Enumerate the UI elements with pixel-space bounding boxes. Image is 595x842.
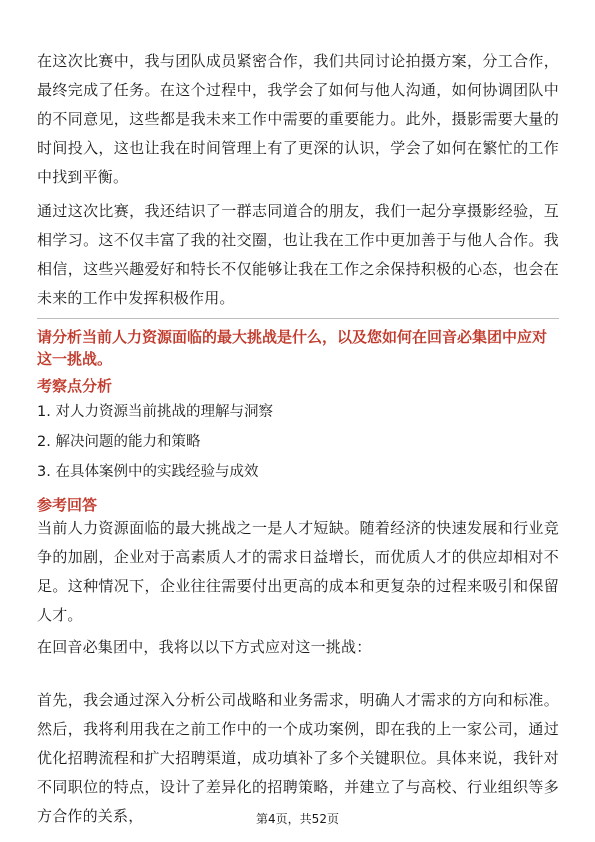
answer-paragraph: 在回音必集团中，我将以以下方式应对这一挑战： (37, 638, 372, 656)
answer-paragraph: 首先，我会通过深入分析公司战略和业务需求，明确人才需求的方向和标准。然后，我将利用我在之前工作中的一个成功案例，即在我的上一家公司，通过优化招聘流程和扩大招聘渠道，成功填补了多个关键职位。具体来说，我针对不同职位的特点，设计了差异化的招聘策略，并建立了与高校、行业组织等多方合作的关系， (37, 691, 559, 825)
analysis-item: 2. 解决问题的能力和策略 (37, 434, 201, 450)
body-paragraph: 在这次比赛中，我与团队成员紧密合作，我们共同讨论拍摄方案，分工合作，最终完成了任务。在这个过程中，我学会了如何与他人沟通，如何协调团队中的不同意见，这些都是我未来工作中需要的重要能力。此外，摄影需要大量的时间投入，这也让我在时间管理上有了更深的认识，学会了如何在繁忙的工作中找到平衡。 (37, 52, 559, 186)
interview-question: 请分析当前人力资源面临的最大挑战是什么，以及您如何在回音必集团中应对这一挑战。 (37, 328, 548, 368)
analysis-item: 1. 对人力资源当前挑战的理解与洞察 (37, 404, 273, 420)
analysis-item: 3. 在具体案例中的实践经验与成效 (37, 464, 259, 480)
answer-paragraph: 当前人力资源面临的最大挑战之一是人才短缺。随着经济的快速发展和行业竞争的加剧，企业对于高素质人才的需求日益增长，而优质人才的供应却相对不足。这种情况下，企业往往需要付出更高的成本和更复杂的过程来吸引和保留人才。 (37, 519, 559, 624)
body-paragraph: 通过这次比赛，我还结识了一群志同道合的朋友，我们一起分享摄影经验，互相学习。这不仅丰富了我的社交圈，也让我在工作中更加善于与他人合作。我相信，这些兴趣爱好和特长不仅能够让我在工作之余保持积极的心态，也会在未来的工作中发挥积极作用。 (37, 202, 559, 307)
section-divider (37, 318, 559, 319)
page-number: 第4页，共52页 (256, 812, 339, 826)
analysis-heading: 考察点分析 (37, 377, 113, 395)
answer-heading: 参考回答 (37, 496, 98, 514)
